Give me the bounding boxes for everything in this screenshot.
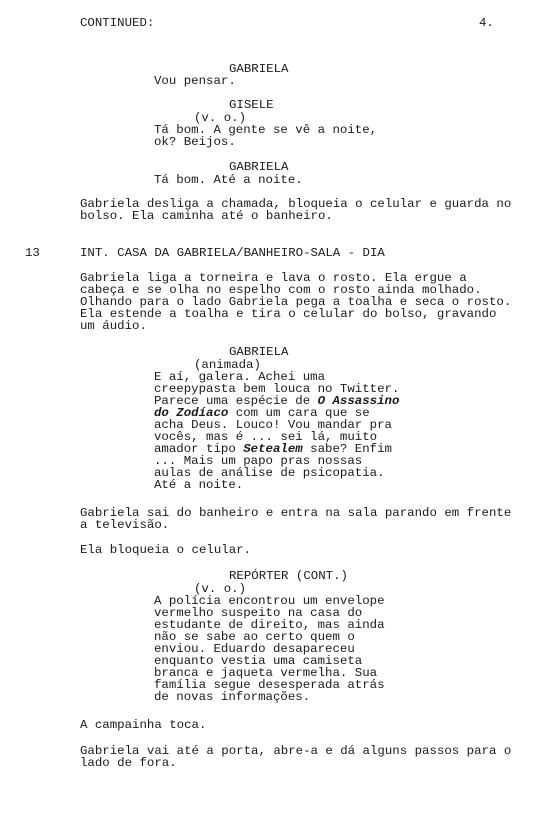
action-line: Gabriela vai até a porta, abre-a e dá alguns passos para o bbox=[80, 744, 512, 758]
action-line: Gabriela liga a torneira e lava o rosto. Ela ergue a bbox=[80, 271, 467, 285]
continued-label: CONTINUED: bbox=[80, 16, 155, 30]
parenthetical: (v. o.) bbox=[194, 111, 247, 125]
character-name: GISELE bbox=[229, 98, 274, 112]
dialogue-line: vermelho suspeito na casa do bbox=[154, 606, 363, 620]
character-name: GABRIELA bbox=[229, 345, 289, 359]
emphasized-title: O Assassino bbox=[317, 394, 400, 408]
dialogue-line: creepypasta bem louca no Twitter. bbox=[154, 382, 400, 396]
character-name: GABRIELA bbox=[229, 62, 289, 76]
dialogue-text: amador tipo bbox=[154, 442, 244, 456]
emphasized-title: do Zodíaco bbox=[154, 406, 229, 420]
dialogue-line: não se sabe ao certo quem o bbox=[154, 630, 355, 644]
character-name: REPÓRTER (CONT.) bbox=[229, 569, 348, 583]
action-line: lado de fora. bbox=[80, 756, 177, 770]
dialogue-line: enviou. Eduardo desapareceu bbox=[154, 642, 355, 656]
dialogue-line: Tá bom. A gente se vê a noite, bbox=[154, 123, 378, 137]
dialogue-line: Até a noite. bbox=[154, 478, 244, 492]
scene-heading: INT. CASA DA GABRIELA/BANHEIRO-SALA - DIA bbox=[80, 246, 385, 260]
dialogue-text: Parece uma espécie de bbox=[154, 394, 318, 408]
action-line: a televisão. bbox=[80, 518, 170, 532]
dialogue-line: Tá bom. Até a noite. bbox=[154, 173, 303, 187]
action-line: Ela estende a toalha e tira o celular do bolso, gravando bbox=[80, 307, 497, 321]
scene-number: 13 bbox=[25, 246, 40, 260]
action-line: Gabriela sai do banheiro e entra na sala parando em frente bbox=[80, 506, 512, 520]
dialogue-line: enquanto vestia uma camiseta bbox=[154, 654, 363, 668]
dialogue-line: ... Mais um papo pras nossas bbox=[154, 454, 363, 468]
page-number: 4. bbox=[479, 16, 494, 30]
dialogue-line: acha Deus. Louco! Vou mandar pra bbox=[154, 418, 392, 432]
action-line: A campainha toca. bbox=[80, 718, 207, 732]
dialogue-text: com um cara que se bbox=[228, 406, 370, 420]
dialogue-line: aulas de análise de psicopatia. bbox=[154, 466, 385, 480]
action-line: Gabriela desliga a chamada, bloqueia o celular e guarda no bbox=[80, 197, 512, 211]
dialogue-line: família segue desesperada atrás bbox=[154, 678, 385, 692]
parenthetical: (v. o.) bbox=[194, 582, 247, 596]
dialogue-line: de novas informações. bbox=[154, 690, 311, 704]
dialogue-line: A polícia encontrou um envelope bbox=[154, 594, 385, 608]
dialogue-line: vocês, mas é ... sei lá, muito bbox=[154, 430, 378, 444]
parenthetical: (animada) bbox=[194, 358, 261, 372]
dialogue-line: Vou pensar. bbox=[154, 74, 236, 88]
emphasized-title: Setealem bbox=[243, 442, 303, 456]
dialogue-line: ok? Beijos. bbox=[154, 135, 236, 149]
dialogue-line: E aí, galera. Achei uma bbox=[154, 370, 326, 384]
action-line: Ela bloqueia o celular. bbox=[80, 543, 252, 557]
action-line: Olhando para o lado Gabriela pega a toalha e seca o rosto. bbox=[80, 295, 512, 309]
action-line: bolso. Ela caminha até o banheiro. bbox=[80, 209, 333, 223]
action-line: um áudio. bbox=[80, 319, 147, 333]
character-name: GABRIELA bbox=[229, 160, 289, 174]
dialogue-line: branca e jaqueta vermelha. Sua bbox=[154, 666, 378, 680]
dialogue-text: sabe? Enfim bbox=[302, 442, 392, 456]
action-line: cabeça e se olha no espelho com o rosto ainda molhado. bbox=[80, 283, 482, 297]
dialogue-line: estudante de direito, mas ainda bbox=[154, 618, 385, 632]
